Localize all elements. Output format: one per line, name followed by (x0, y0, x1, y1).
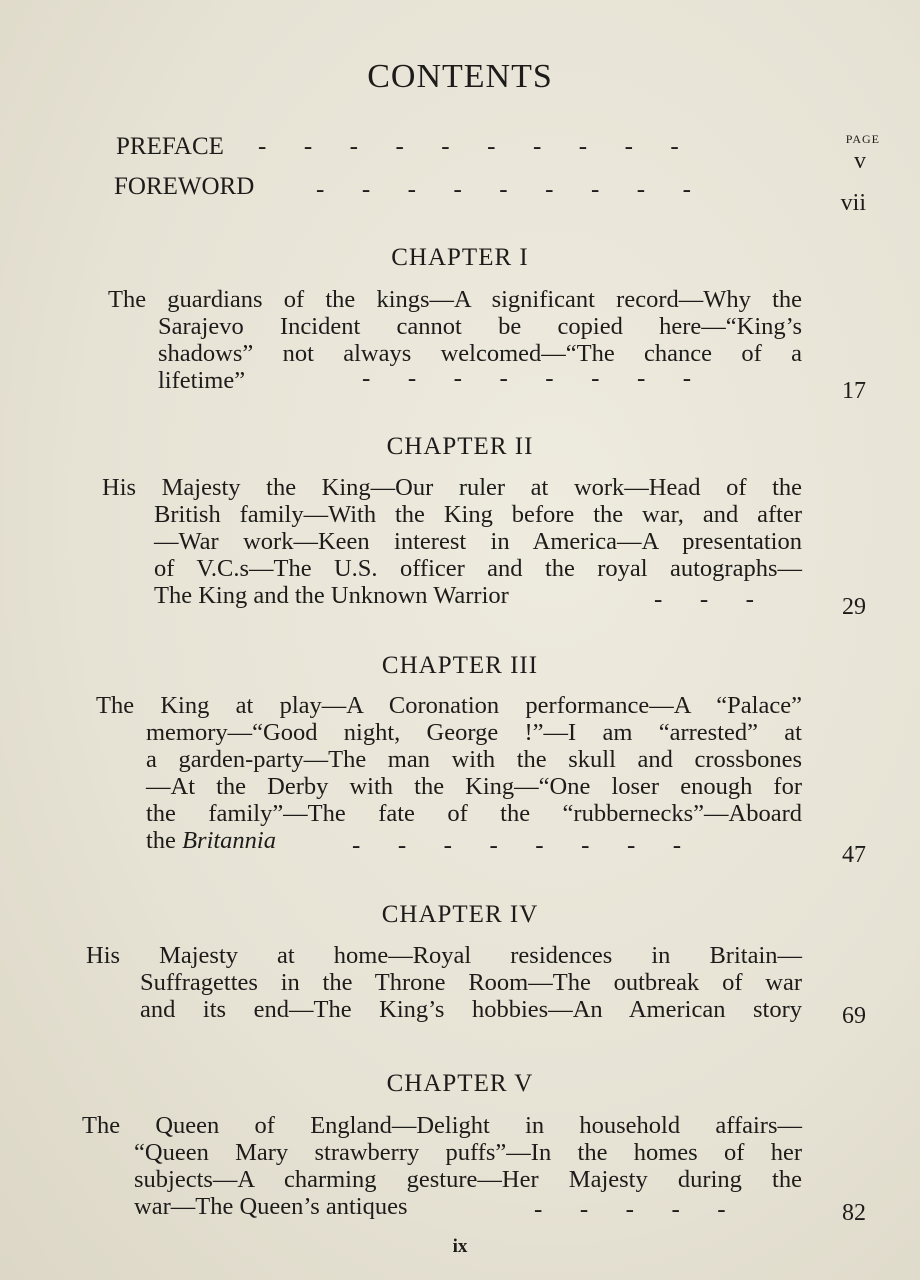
summary-line: a garden-party—The man with the skull and crossbones (146, 746, 802, 773)
page-column-heading: PAGE (845, 132, 880, 146)
summary-line: subjects—A charming gesture—Her Majesty during the (134, 1166, 802, 1193)
dot-leader: - - - - - - - - (362, 365, 692, 392)
summary-line: lifetime” (158, 367, 246, 394)
ship-name: Britannia (182, 827, 276, 854)
chapter-heading: CHAPTER V (386, 1070, 534, 1097)
summary-line: British family—With the King before the war, and after (154, 501, 802, 528)
summary-line: the (146, 827, 176, 854)
summary-line: the family”—The fate of the “rubbernecks”—Aboard (146, 800, 802, 827)
page-number: v (854, 148, 866, 174)
page-title: CONTENTS (367, 58, 553, 95)
dot-leader: - - - (654, 586, 754, 613)
summary-line: memory—“Good night, George !”—I am “arrested” at (146, 719, 802, 746)
page-number: 69 (842, 1003, 866, 1029)
page-number: 47 (842, 842, 866, 868)
chapter-heading: CHAPTER I (391, 244, 529, 271)
page-number: 17 (842, 378, 866, 404)
summary-line: “Queen Mary strawberry puffs”—In the homes of her (134, 1139, 802, 1166)
chapter-heading: CHAPTER II (386, 433, 534, 460)
chapter-summary (96, 692, 802, 854)
summary-line: Sarajevo Incident cannot be copied here—“King’s (158, 313, 802, 340)
dot-leader: - - - - - - - - (352, 832, 682, 859)
summary-line: war—The Queen’s antiques (134, 1193, 408, 1220)
folio-page-number: ix (452, 1236, 468, 1257)
summary-line: The guardians of the kings—A significant record—Why the (108, 286, 802, 313)
page-number: 29 (842, 594, 866, 620)
toc-entry-preface: PREFACE (116, 133, 224, 160)
toc-entry-foreword: FOREWORD (114, 173, 255, 200)
page-number: vii (840, 190, 866, 216)
page-number: 82 (842, 1200, 866, 1226)
summary-line: and its end—The King’s hobbies—An American story (140, 996, 802, 1023)
dot-leader: - - - - - - - - - - (258, 133, 679, 160)
summary-line: His Majesty the King—Our ruler at work—Head of the (102, 474, 802, 501)
summary-line: —War work—Keen interest in America—A presentation (154, 528, 802, 555)
summary-line: The Queen of England—Delight in household affairs— (82, 1112, 802, 1139)
dot-leader: - - - - - - - - - (316, 176, 691, 203)
dot-leader: - - - - - (534, 1196, 726, 1223)
summary-line: The King and the Unknown Warrior (154, 582, 509, 609)
chapter-heading: CHAPTER III (381, 652, 539, 679)
summary-line: Suffragettes in the Throne Room—The outbreak of war (140, 969, 802, 996)
summary-line: His Majesty at home—Royal residences in Britain— (86, 942, 802, 969)
chapter-summary (86, 942, 802, 1023)
summary-line: shadows” not always welcomed—“The chance of a (158, 340, 802, 367)
chapter-heading: CHAPTER IV (381, 901, 539, 928)
summary-line: The King at play—A Coronation performance—A “Palace” (96, 692, 802, 719)
summary-line: of V.C.s—The U.S. officer and the royal autographs— (154, 555, 802, 582)
summary-line: —At the Derby with the King—“One loser enough for (146, 773, 802, 800)
